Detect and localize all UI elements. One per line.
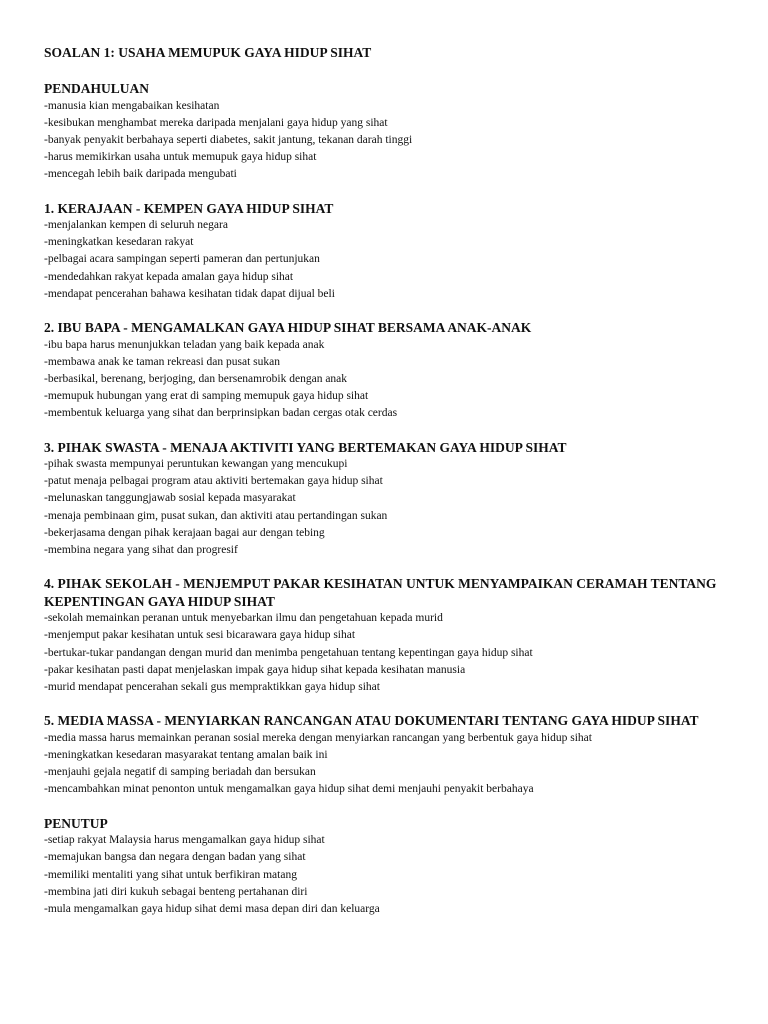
point-line: -melunaskan tanggungjawab sosial kepada masyarakat: [44, 492, 296, 505]
point-line: -mendedahkan rakyat kepada amalan gaya hidup sihat: [44, 270, 294, 283]
point-line: -setiap rakyat Malaysia harus mengamalkan gaya hidup sihat: [44, 834, 325, 847]
section-pendahuluan: [44, 80, 748, 184]
section-ibu-bapa: [44, 319, 748, 423]
point-line: -membina jati diri kukuh sebagai benteng pertahanan diri: [44, 885, 308, 898]
point-line: -mendapat pencerahan bahawa kesihatan tidak dapat dijual beli: [44, 287, 335, 300]
section-pihak-sekolah: [44, 575, 748, 696]
section-heading: PENUTUP: [44, 815, 108, 831]
point-line: -membina negara yang sihat dan progresif: [44, 544, 238, 557]
point-line: -pihak swasta mempunyai peruntukan kewangan yang mencukupi: [44, 458, 348, 471]
point-line: -menjalankan kempen di seluruh negara: [44, 219, 228, 232]
point-line: -berbasikal, berenang, berjoging, dan bersenamrobik dengan anak: [44, 372, 348, 385]
point-line: -bekerjasama dengan pihak kerajaan bagai aur dengan tebing: [44, 526, 325, 539]
point-line: -memajukan bangsa dan negara dengan badan yang sihat: [44, 851, 306, 864]
point-line: -meningkatkan kesedaran rakyat: [44, 236, 194, 249]
point-line: -patut menaja pelbagai program atau aktiviti bertemakan gaya hidup sihat: [44, 475, 383, 488]
point-line: -menjauhi gejala negatif di samping beriadah dan bersukan: [44, 766, 316, 779]
section-pihak-swasta: [44, 439, 748, 560]
point-line: -pakar kesihatan pasti dapat menjelaskan impak gaya hidup sihat kepada kesihatan manusia: [44, 663, 466, 676]
point-line: -ibu bapa harus menunjukkan teladan yang baik kepada anak: [44, 338, 325, 351]
section-penutup: [44, 815, 748, 919]
point-line: -mula mengamalkan gaya hidup sihat demi masa depan diri dan keluarga: [44, 902, 380, 915]
section-heading: 4. PIHAK SEKOLAH - MENJEMPUT PAKAR KESIHATAN UNTUK MENYAMPAIKAN CERAMAH TENTANG KEPENTINGAN GAYA HIDUP SIHAT: [44, 576, 717, 609]
section-heading: 3. PIHAK SWASTA - MENAJA AKTIVITI YANG BERTEMAKAN GAYA HIDUP SIHAT: [44, 439, 567, 455]
point-line: -membawa anak ke taman rekreasi dan pusat sukan: [44, 355, 280, 368]
point-line: -manusia kian mengabaikan kesihatan: [44, 99, 220, 112]
document-title: SOALAN 1: USAHA MEMUPUK GAYA HIDUP SIHAT: [44, 45, 372, 60]
section-heading: PENDAHULUAN: [44, 81, 150, 96]
point-line: -mencegah lebih baik daripada mengubati: [44, 168, 237, 181]
point-line: -murid mendapat pencerahan sekali gus mempraktikkan gaya hidup sihat: [44, 681, 380, 694]
point-line: -pelbagai acara sampingan seperti pameran dan pertunjukan: [44, 253, 320, 266]
section-media-massa: [44, 712, 748, 798]
point-line: -bertukar-tukar pandangan dengan murid dan menimba pengetahuan tentang kepentingan gaya hidup sihat: [44, 646, 533, 659]
point-line: -kesibukan menghambat mereka daripada menjalani gaya hidup yang sihat: [44, 116, 388, 129]
point-line: -sekolah memainkan peranan untuk menyebarkan ilmu dan pengetahuan kepada murid: [44, 612, 443, 625]
section-heading: 1. KERAJAAN - KEMPEN GAYA HIDUP SIHAT: [44, 200, 334, 216]
section-kerajaan: [44, 200, 748, 304]
point-line: -memiliki mentaliti yang sihat untuk berfikiran matang: [44, 868, 297, 881]
point-line: -banyak penyakit berbahaya seperti diabetes, sakit jantung, tekanan darah tinggi: [44, 133, 413, 146]
point-line: -menjemput pakar kesihatan untuk sesi bicarawara gaya hidup sihat: [44, 629, 356, 642]
point-line: -harus memikirkan usaha untuk memupuk gaya hidup sihat: [44, 151, 317, 164]
point-line: -membentuk keluarga yang sihat dan berprinsipkan badan cergas otak cerdas: [44, 407, 398, 420]
section-heading: 5. MEDIA MASSA - MENYIARKAN RANCANGAN ATAU DOKUMENTARI TENTANG GAYA HIDUP SIHAT: [44, 713, 699, 729]
section-heading: 2. IBU BAPA - MENGAMALKAN GAYA HIDUP SIHAT BERSAMA ANAK-ANAK: [44, 320, 532, 336]
point-line: -mencambahkan minat penonton untuk mengamalkan gaya hidup sihat demi menjauhi penyakit berbahaya: [44, 783, 534, 796]
point-line: -meningkatkan kesedaran masyarakat tentang amalan baik ini: [44, 748, 328, 761]
point-line: -memupuk hubungan yang erat di samping memupuk gaya hidup sihat: [44, 390, 369, 403]
point-line: -menaja pembinaan gim, pusat sukan, dan aktiviti atau pertandingan sukan: [44, 509, 388, 522]
point-line: -media massa harus memainkan peranan sosial mereka dengan menyiarkan rancangan yang berbentuk gaya hidup sihat: [44, 731, 592, 744]
